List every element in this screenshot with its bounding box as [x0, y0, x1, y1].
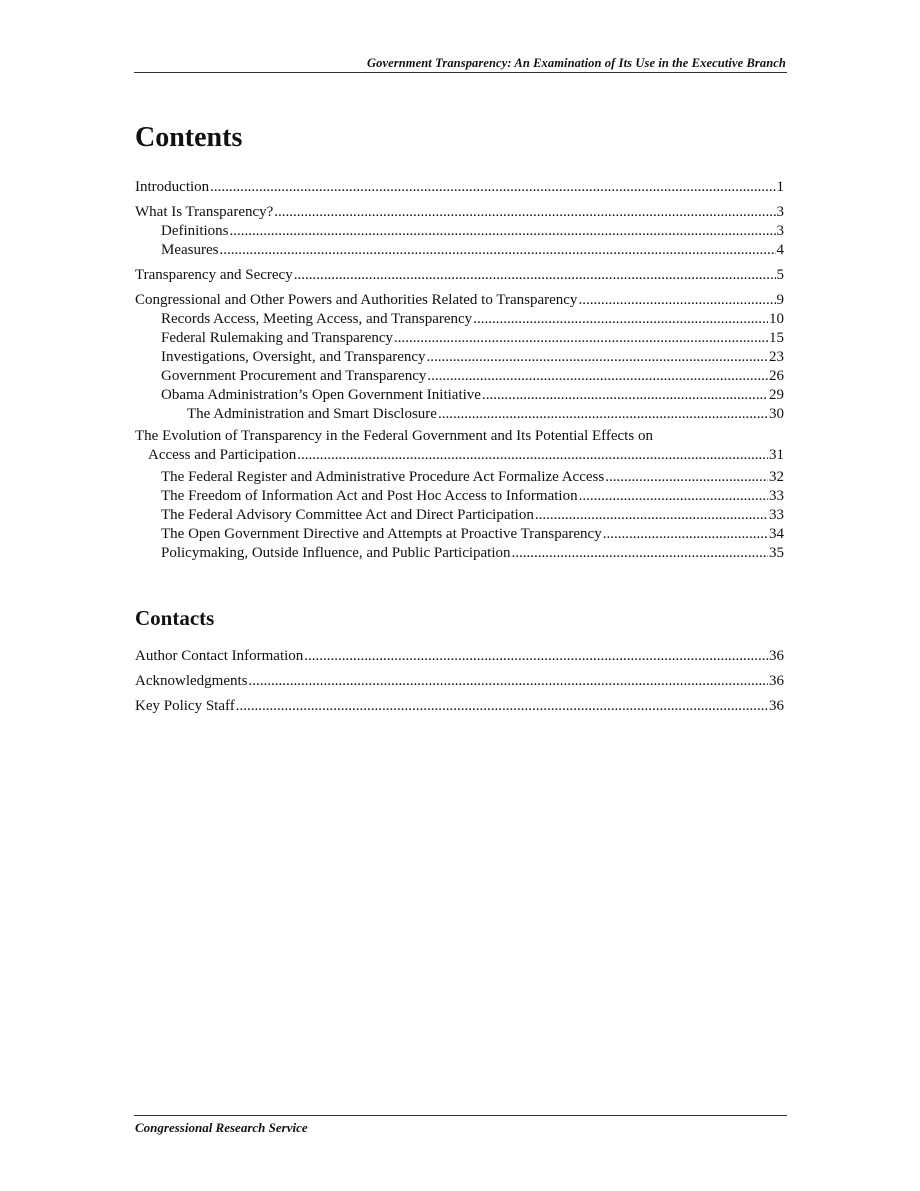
toc-entry[interactable]	[135, 506, 784, 525]
running-header: Government Transparency: An Examination of Its Use in the Executive Branch	[366, 56, 786, 70]
dot-leader	[219, 241, 775, 260]
dot-leader	[512, 544, 768, 563]
dot-leader	[473, 310, 768, 329]
contacts-entry-title: Key Policy Staff	[135, 698, 235, 714]
toc-entry-title: Introduction	[135, 179, 210, 195]
footer-text: Congressional Research Service	[135, 1120, 308, 1135]
dot-leader	[394, 329, 768, 348]
toc-entry-title: The Federal Register and Administrative Procedure Act Formalize Access	[161, 469, 605, 485]
toc-entry-title: Federal Rulemaking and Transparency	[161, 330, 394, 346]
dot-leader	[482, 386, 768, 405]
contacts-entry[interactable]	[135, 697, 784, 716]
footer-rule	[134, 1115, 787, 1116]
dot-leader	[603, 525, 768, 544]
toc-entry-page: 1	[776, 179, 784, 195]
toc-entry[interactable]	[135, 222, 784, 241]
dot-leader	[248, 672, 768, 691]
toc-entry[interactable]	[135, 427, 784, 465]
toc-entry[interactable]	[135, 291, 784, 310]
contacts-entry-title: Author Contact Information	[135, 648, 304, 664]
toc-entry-title: Definitions	[161, 223, 229, 239]
toc-entry-title: Policymaking, Outside Influence, and Public Participation	[161, 545, 511, 561]
toc-entry[interactable]	[135, 329, 784, 348]
toc-entry-title: What Is Transparency?	[135, 204, 274, 220]
toc-entry-page: 5	[776, 267, 784, 283]
toc-entry-page: 23	[769, 349, 784, 365]
toc-entry[interactable]	[135, 544, 784, 563]
toc-entry-title: Congressional and Other Powers and Authorities Related to Transparency	[135, 292, 578, 308]
dot-leader	[578, 291, 775, 310]
dot-leader	[427, 348, 768, 367]
toc-entry[interactable]	[135, 386, 784, 405]
toc-entry-page: 4	[776, 242, 784, 258]
dot-leader	[535, 506, 768, 525]
contents-heading: Contents	[135, 122, 243, 153]
contacts-list	[135, 647, 784, 716]
toc-entry-title: The Freedom of Information Act and Post Hoc Access to Information	[161, 488, 578, 504]
toc-entry-page: 9	[776, 292, 784, 308]
toc-entry-page: 3	[776, 204, 784, 220]
dot-leader	[274, 203, 775, 222]
toc-entry-page: 15	[769, 330, 784, 346]
header-rule	[134, 72, 787, 73]
toc-entry-page: 34	[769, 526, 784, 542]
dot-leader	[605, 468, 768, 487]
contacts-entry-page: 36	[769, 673, 784, 689]
toc-entry[interactable]	[135, 405, 784, 424]
contacts-entry-title: Acknowledgments	[135, 673, 248, 689]
toc-entry-title: The Evolution of Transparency in the Federal Government and Its Potential Effects on	[135, 428, 653, 444]
toc-entry[interactable]	[135, 348, 784, 367]
toc-entry-title: Measures	[161, 242, 219, 258]
dot-leader	[297, 446, 768, 465]
toc-entry-title: Records Access, Meeting Access, and Transparency	[161, 311, 473, 327]
contacts-heading: Contacts	[135, 606, 215, 630]
toc-entry-title: Obama Administration’s Open Government Initiative	[161, 387, 481, 403]
dot-leader	[438, 405, 768, 424]
toc-entry[interactable]	[135, 367, 784, 386]
dot-leader	[427, 367, 768, 386]
toc-entry-page: 10	[769, 311, 784, 327]
toc-entry-title: Transparency and Secrecy	[135, 267, 293, 283]
contacts-entry[interactable]	[135, 672, 784, 691]
toc-entry[interactable]	[135, 241, 784, 260]
toc-entry[interactable]	[135, 487, 784, 506]
toc-entry[interactable]	[135, 266, 784, 285]
toc-entry[interactable]	[135, 468, 784, 487]
toc-entry[interactable]	[135, 203, 784, 222]
dot-leader	[236, 697, 768, 716]
toc-entry-page: 31	[769, 447, 784, 463]
toc-entry[interactable]	[135, 310, 784, 329]
dot-leader	[294, 266, 776, 285]
contacts-entry-page: 36	[769, 698, 784, 714]
dot-leader	[579, 487, 768, 506]
contacts-entry[interactable]	[135, 647, 784, 666]
dot-leader	[230, 222, 776, 241]
toc-entry-page: 26	[769, 368, 784, 384]
dot-leader	[304, 647, 768, 666]
toc-entry[interactable]	[135, 525, 784, 544]
toc-entry-title-continued: Access and Participation	[148, 447, 297, 463]
toc-entry-title: The Open Government Directive and Attempts at Proactive Transparency	[161, 526, 602, 542]
toc-entry-page: 32	[769, 469, 784, 485]
contents-list	[135, 178, 784, 563]
dot-leader	[210, 178, 775, 197]
toc-entry-page: 30	[769, 406, 784, 422]
toc-entry-page: 3	[776, 223, 784, 239]
toc-entry-title: The Administration and Smart Disclosure	[187, 406, 437, 422]
toc-entry-page: 29	[769, 387, 784, 403]
toc-entry-page: 35	[769, 545, 784, 561]
toc-entry-title: Investigations, Oversight, and Transparency	[161, 349, 426, 365]
toc-entry[interactable]	[135, 178, 784, 197]
toc-entry-page: 33	[769, 507, 784, 523]
contacts-entry-page: 36	[769, 648, 784, 664]
toc-entry-page: 33	[769, 488, 784, 504]
toc-entry-title: The Federal Advisory Committee Act and Direct Participation	[161, 507, 534, 523]
toc-entry-title: Government Procurement and Transparency	[161, 368, 427, 384]
